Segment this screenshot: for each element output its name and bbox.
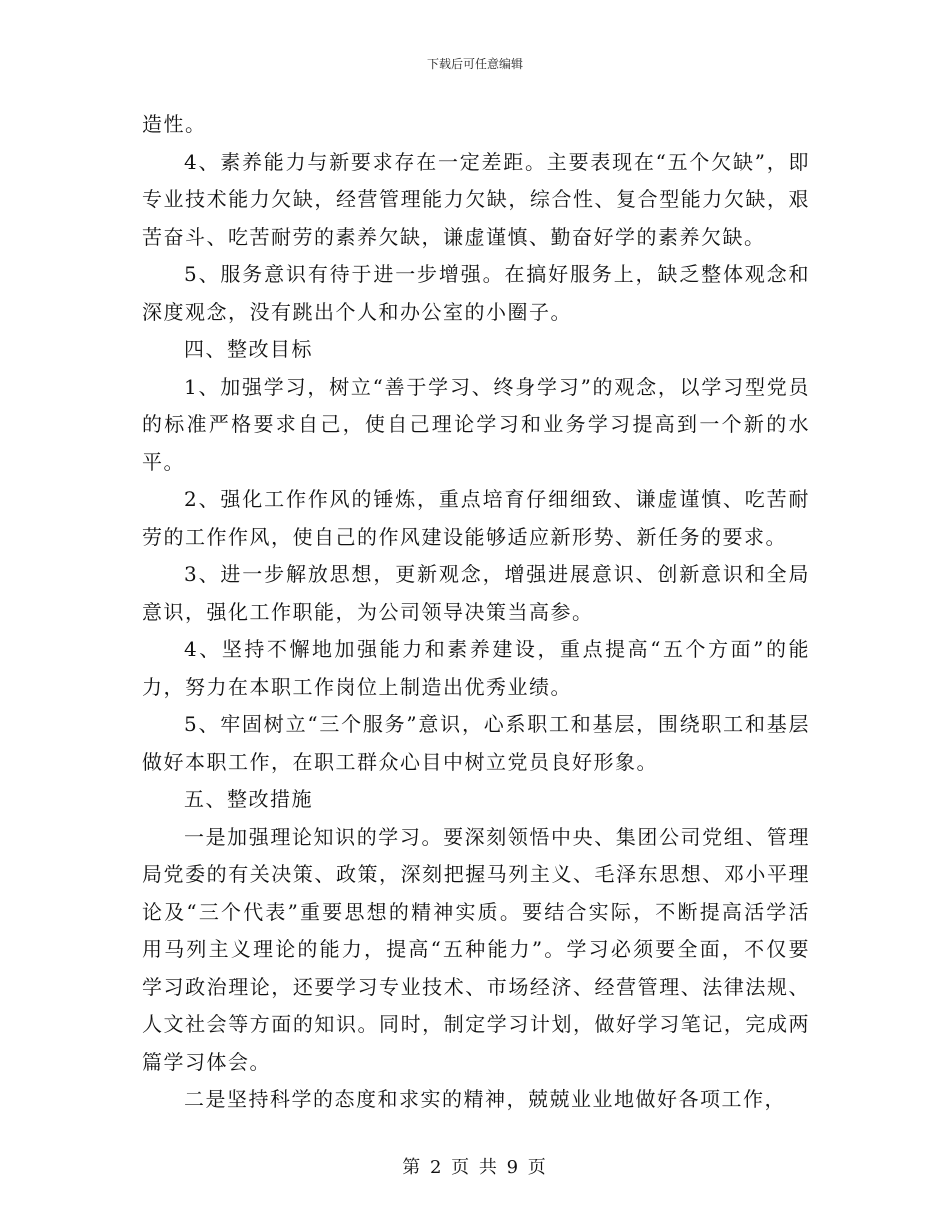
paragraph: 造性。 (142, 112, 207, 136)
paragraph: 4、坚持不懈地加强能力和素养建设，重点提高“五个方面”的能力，努力在本职工作岗位上制造出优秀业绩。 (142, 637, 810, 699)
paragraph: 2、强化工作作风的锤炼，重点培育仔细细致、谦虚谨慎、吃苦耐劳的工作作风，使自己的作风建设能够适应新形势、新任务的要求。 (142, 487, 810, 549)
document-body (142, 106, 810, 1119)
section-heading: 五、整改措施 (184, 787, 313, 811)
paragraph: 5、牢固树立“三个服务”意识，心系职工和基层，围绕职工和基层做好本职工作，在职工群众心目中树立党员良好形象。 (142, 712, 810, 774)
paragraph: 3、进一步解放思想，更新观念，增强进展意识、创新意识和全局意识，强化工作职能，为公司领导决策当高参。 (142, 562, 810, 624)
page-number: 第 2 页 共 9 页 (402, 1157, 548, 1178)
paragraph: 一是加强理论知识的学习。要深刻领悟中央、集团公司党组、管理局党委的有关决策、政策，深刻把握马列主义、毛泽东思想、邓小平理论及“三个代表”重要思想的精神实质。要结合实际，不断提高活学活用马列主义理论的能力，提高“五种能力”。学习必须要全面，不仅要学习政治理论，还要学习专业技术、市场经济、经营管理、法律法规、人文社会等方面的知识。同时，制定学习计划，做好学习笔记，完成两篇学习体会。 (142, 824, 810, 1074)
paragraph: 1、加强学习，树立“善于学习、终身学习”的观念，以学习型党员的标准严格要求自己，使自己理论学习和业务学习提高到一个新的水平。 (142, 374, 810, 474)
paragraph: 二是坚持科学的态度和求实的精神，兢兢业业地做好各项工作， (184, 1087, 786, 1111)
paragraph: 4、素养能力与新要求存在一定差距。主要表现在“五个欠缺”，即专业技术能力欠缺，经营管理能力欠缺，综合性、复合型能力欠缺，艰苦奋斗、吃苦耐劳的素养欠缺，谦虚谨慎、勤奋好学的素养欠缺。 (142, 149, 810, 249)
page-header: 下载后可任意编辑 (426, 57, 523, 71)
section-heading: 四、整改目标 (184, 337, 313, 361)
paragraph: 5、服务意识有待于进一步增强。在搞好服务上，缺乏整体观念和深度观念，没有跳出个人和办公室的小圈子。 (142, 262, 810, 324)
